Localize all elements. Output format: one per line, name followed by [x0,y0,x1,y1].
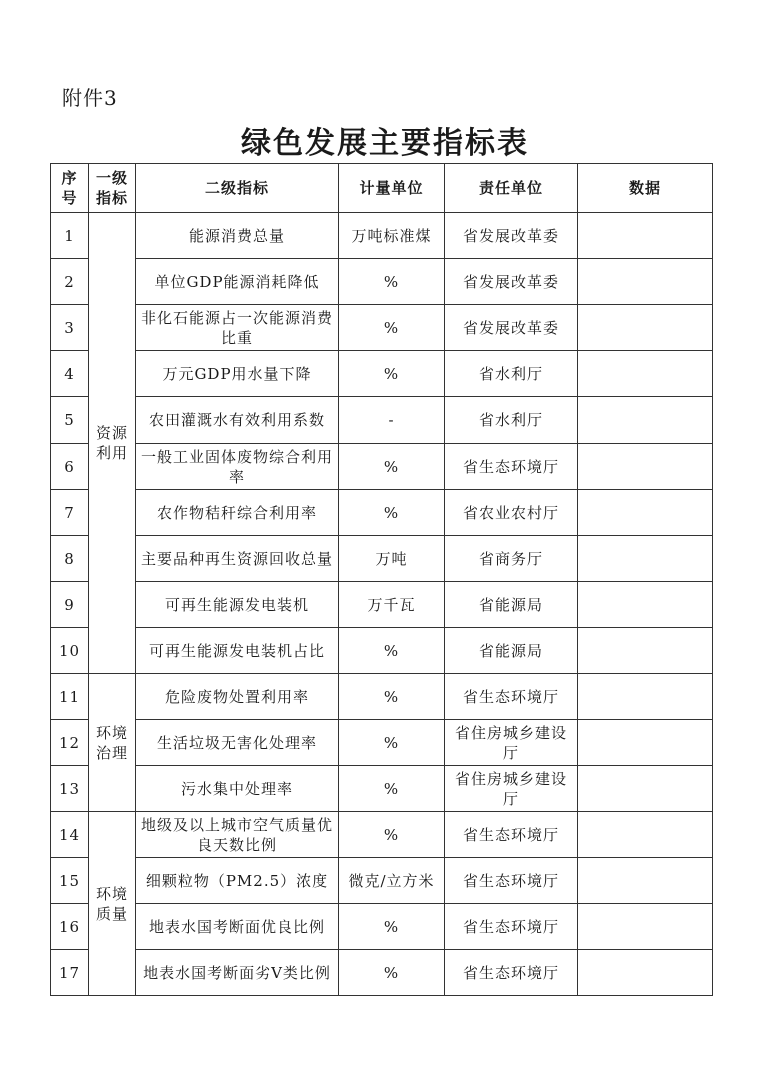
row-indicator: 可再生能源发电装机占比 [136,628,339,674]
row-unit: % [339,766,445,812]
table-row [51,766,713,812]
row-data [578,812,713,858]
table-row [51,213,713,259]
row-data [578,490,713,536]
row-indicator: 农作物秸秆综合利用率 [136,490,339,536]
row-indicator: 危险废物处置利用率 [136,674,339,720]
table-row [51,628,713,674]
header-seq: 序号 [51,164,89,213]
table-row [51,904,713,950]
row-data [578,351,713,397]
group-label: 资源利用 [89,213,136,674]
row-data [578,397,713,444]
row-dept: 省住房城乡建设厅 [445,720,578,766]
row-dept: 省生态环境厅 [445,674,578,720]
row-seq: 16 [51,904,89,950]
row-unit: % [339,674,445,720]
row-unit: % [339,305,445,351]
row-dept: 省生态环境厅 [445,950,578,996]
row-unit: % [339,351,445,397]
row-seq: 5 [51,397,89,444]
group-label: 环境治理 [89,674,136,812]
row-indicator: 地表水国考断面优良比例 [136,904,339,950]
row-unit: - [339,397,445,444]
header-row [51,164,713,213]
table-row [51,397,713,444]
row-data [578,720,713,766]
row-indicator: 生活垃圾无害化处理率 [136,720,339,766]
row-data [578,904,713,950]
header-level1: 一级指标 [89,164,136,213]
page-title: 绿色发展主要指标表 [241,126,529,161]
row-indicator: 可再生能源发电装机 [136,582,339,628]
row-unit: % [339,444,445,490]
row-dept: 省能源局 [445,628,578,674]
row-data [578,582,713,628]
header-unit: 计量单位 [339,164,445,213]
row-seq: 4 [51,351,89,397]
table-row [51,582,713,628]
row-data [578,259,713,305]
row-indicator: 单位GDP能源消耗降低 [136,259,339,305]
row-unit: 万吨 [339,536,445,582]
table-row [51,305,713,351]
row-seq: 7 [51,490,89,536]
row-data [578,766,713,812]
row-unit: 微克/立方米 [339,858,445,904]
row-unit: % [339,628,445,674]
row-dept: 省农业农村厅 [445,490,578,536]
row-dept: 省水利厅 [445,351,578,397]
row-indicator: 地表水国考断面劣V类比例 [136,950,339,996]
indicator-table [50,163,713,996]
row-seq: 10 [51,628,89,674]
row-seq: 14 [51,812,89,858]
table-row [51,351,713,397]
attachment-label: 附件3 [62,86,118,110]
row-indicator: 能源消费总量 [136,213,339,259]
row-unit: 万千瓦 [339,582,445,628]
row-dept: 省发展改革委 [445,259,578,305]
row-data [578,950,713,996]
header-level2: 二级指标 [136,164,339,213]
table-row [51,812,713,858]
row-indicator: 非化石能源占一次能源消费比重 [136,305,339,351]
row-seq: 12 [51,720,89,766]
row-indicator: 主要品种再生资源回收总量 [136,536,339,582]
row-indicator: 污水集中处理率 [136,766,339,812]
row-seq: 17 [51,950,89,996]
row-seq: 1 [51,213,89,259]
row-seq: 6 [51,444,89,490]
row-dept: 省发展改革委 [445,213,578,259]
row-data [578,444,713,490]
row-seq: 15 [51,858,89,904]
row-dept: 省住房城乡建设厅 [445,766,578,812]
row-unit: % [339,904,445,950]
row-data [578,674,713,720]
row-indicator: 万元GDP用水量下降 [136,351,339,397]
row-data [578,213,713,259]
row-seq: 13 [51,766,89,812]
row-unit: % [339,720,445,766]
row-seq: 2 [51,259,89,305]
row-unit: % [339,950,445,996]
row-dept: 省生态环境厅 [445,904,578,950]
row-unit: % [339,259,445,305]
row-data [578,628,713,674]
row-data [578,305,713,351]
row-dept: 省商务厅 [445,536,578,582]
row-dept: 省水利厅 [445,397,578,444]
row-seq: 8 [51,536,89,582]
row-data [578,536,713,582]
row-unit: 万吨标准煤 [339,213,445,259]
row-data [578,858,713,904]
row-seq: 9 [51,582,89,628]
row-indicator: 细颗粒物（PM2.5）浓度 [136,858,339,904]
group-label: 环境质量 [89,812,136,996]
table-row [51,444,713,490]
row-unit: % [339,490,445,536]
row-dept: 省发展改革委 [445,305,578,351]
row-seq: 3 [51,305,89,351]
row-indicator: 地级及以上城市空气质量优良天数比例 [136,812,339,858]
row-dept: 省能源局 [445,582,578,628]
table-row [51,490,713,536]
table-row [51,674,713,720]
table-row [51,950,713,996]
table-row [51,720,713,766]
row-indicator: 农田灌溉水有效利用系数 [136,397,339,444]
table-row [51,536,713,582]
header-data: 数据 [578,164,713,213]
row-dept: 省生态环境厅 [445,812,578,858]
row-indicator: 一般工业固体废物综合利用率 [136,444,339,490]
row-dept: 省生态环境厅 [445,858,578,904]
header-dept: 责任单位 [445,164,578,213]
table-row [51,858,713,904]
table-row [51,259,713,305]
row-seq: 11 [51,674,89,720]
row-dept: 省生态环境厅 [445,444,578,490]
row-unit: % [339,812,445,858]
